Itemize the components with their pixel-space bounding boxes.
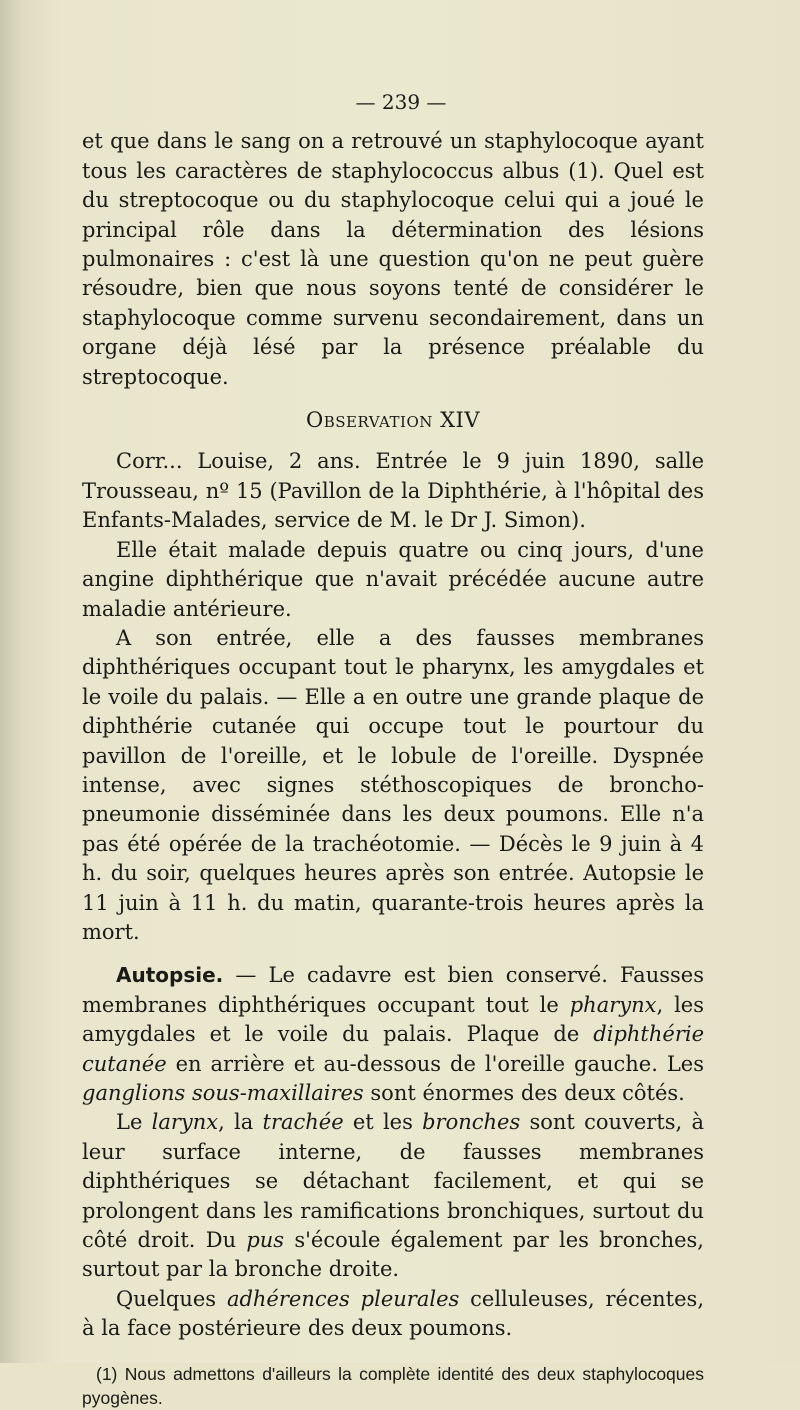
page-number: — 239 — <box>355 90 447 114</box>
paragraph-adherences: Quelques adhérences pleurales celluleuses, récentes, à la face postérieure des deux poumons. <box>82 1286 705 1341</box>
paragraph-autopsy: Autopsie. — Le cadavre est bien conservé. Fausses membranes diphthériques occupant tout le pharynx, les amygdales et le voile du palais. Plaque de diphthérie cutanée en arrière et au-dessous de l'oreille gauche. Les ganglions sous-maxillaires sont énormes des deux côtés. <box>82 963 704 1105</box>
paragraph-history: Elle était malade depuis quatre ou cinq jours, d'une angine diphthérique que n'avait précédée aucune autre maladie antérieure. <box>82 537 704 621</box>
paragraph-larynx: Le larynx, la trachée et les bronches sont couverts, à leur surface interne, de fausses membranes diphthériques se détachant facilement, et qui se prolongent dans les ramifications bronchiques, surtout du côté droit. Du pus s'écoule également par les bronches, surtout par la bronche droite. <box>82 1110 704 1282</box>
page-text <box>82 88 704 1410</box>
autopsy-label: Autopsie. <box>116 963 224 988</box>
paragraph-patient: Corr... Louise, 2 ans. Entrée le 9 juin 1890, salle Trousseau, nº 15 (Pavillon de la Diphthérie, à l'hôpital des Enfants-Malades, service de M. le Dr J. Simon). <box>82 449 704 533</box>
footnote: (1) Nous admettons d'ailleurs la complète identité des deux staphylocoques pyogènes. <box>82 1363 704 1408</box>
paragraph-admission: A son entrée, elle a des fausses membranes diphthériques occupant tout le pharynx, les amygdales et le voile du palais. — Elle a en outre une grande plaque de diphthérie cutanée qui occupe tout le pourtour du pavillon de l'oreille, et le lobule de l'oreille. Dyspnée intense, avec signes stéthoscopiques de broncho-pneumonie disséminée dans les deux poumons. Elle n'a pas été opérée de la trachéotomie. — Décès le 9 juin à 4 h. du soir, quelques heures après son entrée. Autopsie le 11 juin à 11 h. du matin, quarante-trois heures après la mort. <box>82 625 704 944</box>
paragraph-continuation: et que dans le sang on a retrouvé un staphylocoque ayant tous les caractères de staphylococcus albus (1). Quel est du streptocoque ou du staphylocoque celui qui a joué le principal rôle dans la détermination des lésions pulmonaires : c'est là une question qu'on ne peut guère résoudre, bien que nous soyons tenté de considérer le staphylocoque comme survenu secondairement, dans un organe déjà lésé par la présence préalable du streptocoque. <box>82 129 704 389</box>
observation-heading: Observation XIV <box>306 408 480 433</box>
